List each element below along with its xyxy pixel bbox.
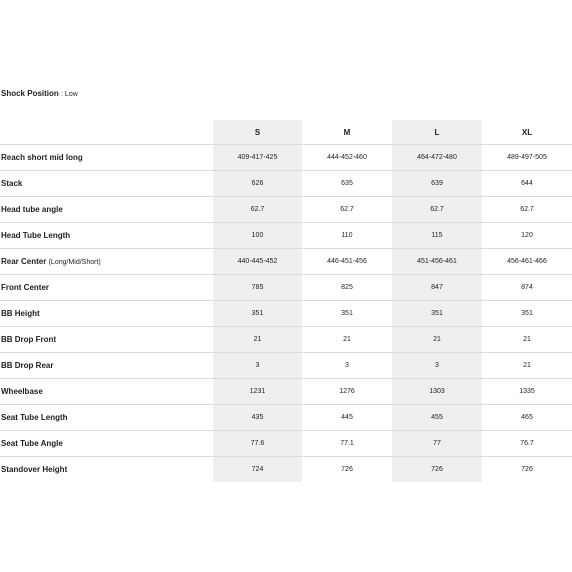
row-label-text: Seat Tube Angle: [1, 439, 63, 448]
shock-position-label: Shock Position: [1, 89, 59, 98]
value-cell-m: 445: [302, 405, 392, 431]
shock-position-setting: Low: [64, 91, 78, 98]
header-label-cell: [0, 120, 213, 145]
row-label: [0, 145, 213, 171]
row-label-text: Seat Tube Length: [1, 413, 68, 422]
value-cell-s: 1231: [213, 379, 302, 405]
value-cell-xl: 120: [482, 223, 572, 249]
value-cell-s: 785: [213, 275, 302, 301]
value-cell-l: 77: [392, 431, 482, 457]
value-cell-s: 21: [213, 327, 302, 353]
table-row: [0, 457, 572, 483]
row-label: [0, 405, 213, 431]
size-header-l: L: [392, 120, 482, 145]
value-cell-s: 100: [213, 223, 302, 249]
value-cell-l: 62.7: [392, 197, 482, 223]
value-cell-m: 3: [302, 353, 392, 379]
value-cell-l: 455: [392, 405, 482, 431]
value-cell-xl: 456-461-466: [482, 249, 572, 275]
row-label: [0, 197, 213, 223]
row-label-text: BB Height: [1, 309, 40, 318]
size-header-s: S: [213, 120, 302, 145]
table-row: [0, 327, 572, 353]
geometry-table: [0, 120, 572, 482]
value-cell-l: 3: [392, 353, 482, 379]
table-row: [0, 249, 572, 275]
table-row: [0, 405, 572, 431]
row-label: [0, 275, 213, 301]
geometry-table-body: [0, 145, 572, 483]
row-label: [0, 301, 213, 327]
value-cell-s: 62.7: [213, 197, 302, 223]
value-cell-l: 847: [392, 275, 482, 301]
value-cell-xl: 1335: [482, 379, 572, 405]
row-label-text: Rear Center: [1, 257, 47, 266]
shock-position-caption: [1, 89, 78, 100]
size-header-xl: XL: [521, 127, 533, 137]
value-cell-xl: 76.7: [482, 431, 572, 457]
table-row: [0, 145, 572, 171]
table-row: [0, 379, 572, 405]
row-label: [0, 353, 213, 379]
value-cell-xl: 351: [482, 301, 572, 327]
value-cell-xl: 21: [482, 353, 572, 379]
row-label: [0, 249, 213, 275]
table-row: [0, 301, 572, 327]
value-cell-l: 351: [392, 301, 482, 327]
value-cell-m: 444-452-460: [302, 145, 392, 171]
value-cell-s: 440-445-452: [213, 249, 302, 275]
table-row: [0, 353, 572, 379]
row-label-text: Standover Height: [1, 465, 68, 474]
value-cell-l: 1303: [392, 379, 482, 405]
value-cell-s: 3: [213, 353, 302, 379]
table-row: [0, 197, 572, 223]
value-cell-m: 726: [302, 457, 392, 483]
row-label-text: Head tube angle: [1, 205, 63, 214]
value-cell-l: 115: [392, 223, 482, 249]
value-cell-l: 464-472-480: [392, 145, 482, 171]
row-label: [0, 223, 213, 249]
table-row: [0, 431, 572, 457]
table-row: [0, 171, 572, 197]
row-label: [0, 379, 213, 405]
row-label: [0, 431, 213, 457]
row-label-text: Head Tube Length: [1, 231, 71, 240]
row-label-text: BB Drop Front: [1, 335, 57, 344]
value-cell-xl: 644: [482, 171, 572, 197]
row-label-text: Stack: [1, 179, 23, 188]
row-label-text: Wheelbase: [1, 387, 43, 396]
row-label: [0, 457, 213, 483]
value-cell-m: 446-451-456: [302, 249, 392, 275]
table-row: [0, 223, 572, 249]
geometry-table-header: [0, 120, 572, 145]
value-cell-s: 435: [213, 405, 302, 431]
value-cell-xl: 465: [482, 405, 572, 431]
value-cell-xl: 726: [482, 457, 572, 483]
value-cell-s: 409-417-425: [213, 145, 302, 171]
value-cell-m: 77.1: [302, 431, 392, 457]
value-cell-s: 77.6: [213, 431, 302, 457]
row-label-subtext: (Long/Mid/Short): [48, 259, 101, 266]
value-cell-m: 1276: [302, 379, 392, 405]
shock-position-value: : Low: [61, 91, 78, 98]
value-cell-m: 825: [302, 275, 392, 301]
value-cell-m: 110: [302, 223, 392, 249]
size-header-m: M: [343, 127, 351, 137]
value-cell-m: 21: [302, 327, 392, 353]
value-cell-m: 635: [302, 171, 392, 197]
value-cell-m: 62.7: [302, 197, 392, 223]
value-cell-m: 351: [302, 301, 392, 327]
value-cell-l: 639: [392, 171, 482, 197]
value-cell-l: 451-456-461: [392, 249, 482, 275]
value-cell-xl: 489-497-505: [482, 145, 572, 171]
row-label-text: BB Drop Rear: [1, 361, 54, 370]
table-row: [0, 275, 572, 301]
value-cell-xl: 874: [482, 275, 572, 301]
header-row: [0, 120, 572, 145]
value-cell-s: 724: [213, 457, 302, 483]
value-cell-xl: 62.7: [482, 197, 572, 223]
row-label: [0, 327, 213, 353]
value-cell-s: 626: [213, 171, 302, 197]
row-label-text: Front Center: [1, 283, 49, 292]
value-cell-l: 21: [392, 327, 482, 353]
value-cell-s: 351: [213, 301, 302, 327]
row-label: [0, 171, 213, 197]
value-cell-l: 726: [392, 457, 482, 483]
value-cell-xl: 21: [482, 327, 572, 353]
row-label-text: Reach short mid long: [1, 153, 83, 162]
